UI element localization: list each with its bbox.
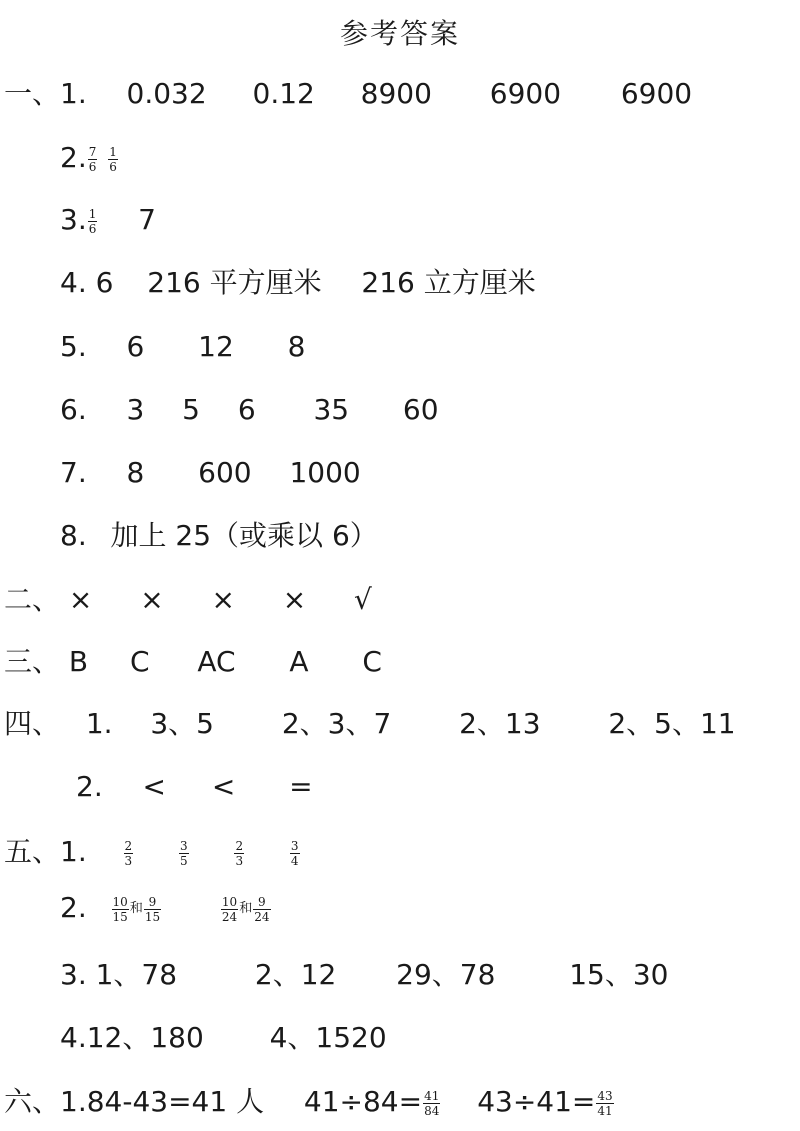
section-1-line-8 [60, 516, 378, 556]
answer: < [211, 770, 236, 803]
answer: 216 平方厘米 [147, 266, 322, 299]
answer: 8900 [360, 77, 432, 110]
answer: 1000 [289, 456, 361, 489]
item-label: 2. [60, 891, 87, 924]
item-label: 3. [60, 203, 87, 236]
section-2-line [4, 580, 372, 620]
fraction: $\frac{3}{5}$ [179, 838, 188, 868]
answer: 35 [313, 393, 350, 426]
item-label: 4.12、180 [60, 1021, 204, 1054]
section-5-line-1 [4, 832, 301, 872]
answer: 12 [198, 330, 234, 363]
fraction: $\frac{9}{15}$ [144, 894, 161, 924]
fraction: $\frac{43}{41}$ [597, 1088, 613, 1118]
answer: AC [197, 645, 236, 678]
item-label: 1. [85, 707, 113, 740]
section-1-label: 一、1. [4, 77, 87, 110]
cross-mark: × [140, 583, 164, 616]
answer: 8 [126, 456, 145, 489]
answer: 29、78 [396, 958, 496, 991]
section-3-label: 三、 [4, 645, 61, 678]
answer: 6 [126, 330, 145, 363]
section-4-line-1 [4, 704, 736, 744]
section-4-line-2 [76, 767, 313, 807]
fraction: $\frac{1}{6}$ [88, 206, 97, 236]
cross-mark: × [211, 583, 235, 616]
answer: 6900 [620, 77, 693, 110]
answer: 8 [287, 330, 306, 363]
answer: 60 [402, 393, 439, 426]
item-label: 6. [60, 393, 87, 426]
fraction: $\frac{10}{15}$ [112, 894, 128, 924]
section-5-line-4 [60, 1018, 387, 1058]
item-label: 5. [60, 330, 87, 363]
fraction: $\frac{2}{3}$ [124, 838, 133, 868]
answer: C [129, 645, 150, 678]
section-5-line-3 [60, 955, 668, 995]
answer: 7 [138, 203, 156, 236]
answer: 600 [198, 456, 252, 489]
answer: 2、5、11 [608, 707, 736, 740]
answer: = [289, 770, 313, 803]
answer: 6900 [489, 77, 562, 110]
item-label: 2. [60, 141, 87, 174]
section-6-label: 六、 [4, 1085, 61, 1118]
fraction: $\frac{9}{24}$ [254, 894, 270, 924]
fraction: $\frac{7}{6}$ [88, 144, 97, 174]
section-2-label: 二、 [4, 583, 61, 616]
section-1-line-7 [60, 453, 361, 493]
answer: 15、30 [569, 958, 669, 991]
item-label: 7. [60, 456, 87, 489]
equation: 1.84-43=41 人 [60, 1085, 265, 1118]
fraction: $\frac{2}{3}$ [235, 838, 244, 868]
answer: B [68, 645, 89, 678]
and-text: 和 [129, 901, 143, 916]
check-mark: √ [354, 583, 372, 616]
section-1-line-6 [60, 390, 439, 430]
section-1-line-5 [60, 327, 305, 367]
section-5-line-2 [60, 888, 272, 929]
answer: 216 立方厘米 [361, 266, 536, 299]
cross-mark: × [282, 583, 307, 616]
section-5-label: 五、1. [4, 835, 87, 868]
answer: 2、12 [254, 958, 337, 991]
section-1-line-2 [60, 138, 119, 178]
answer: < [142, 770, 166, 803]
item-label: 8. [60, 519, 87, 552]
item-label: 2. [76, 770, 103, 803]
answer: 加上 25（或乘以 6） [110, 519, 378, 552]
equation: 43÷41= [477, 1085, 596, 1118]
answer: 5 [182, 393, 200, 426]
section-4-label: 四、 [4, 707, 61, 740]
answer: 0.032 [126, 77, 207, 110]
fraction: $\frac{3}{4}$ [290, 838, 299, 868]
answer: C [362, 645, 382, 678]
and-text: 和 [239, 901, 253, 916]
answer: 6 [237, 393, 256, 426]
equation: 41÷84= [303, 1085, 423, 1118]
fraction: $\frac{1}{6}$ [109, 144, 117, 174]
fraction: $\frac{10}{24}$ [221, 894, 238, 924]
answer: 0.12 [252, 77, 315, 110]
item-label: 4. 6 [60, 266, 114, 299]
section-1-line-3 [60, 200, 156, 240]
section-6-line [4, 1082, 615, 1122]
section-1-line-1 [4, 74, 692, 114]
cross-mark: × [68, 583, 93, 616]
answer: 2、13 [459, 707, 541, 740]
section-1-line-4 [60, 263, 536, 303]
item-label: 3. 1、78 [60, 958, 178, 991]
answer: A [289, 645, 309, 678]
answer: 2、3、7 [281, 707, 392, 740]
fraction: $\frac{41}{84}$ [424, 1088, 440, 1118]
page-title: 参考答案 [339, 17, 460, 50]
answer: 3、5 [150, 707, 214, 740]
section-3-line [4, 642, 382, 682]
answer: 4、1520 [269, 1021, 387, 1054]
answer: 3 [126, 393, 145, 426]
